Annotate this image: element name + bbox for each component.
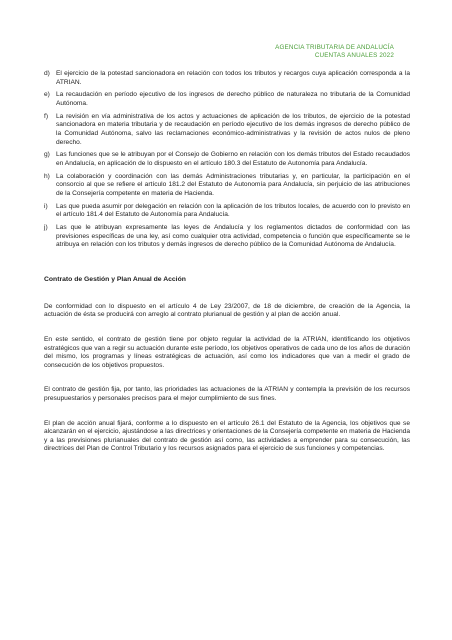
body-paragraph: El contrato de gestión fija, por tanto, las prioridades las actuaciones de la ATRIAN y contempla la previsión de los recursos presupuestarios y personales precisos para el mejor cumplimiento de sus fines. xyxy=(44,386,410,402)
list-item-text: Las que le atribuyan expresamente las leyes de Andalucía y los reglamentos dictados de conformidad con las previsiones específicas de una ley, así como cualquier otra actividad, competencia o función que específicamente se le atribuya en relación con los tributos y demás ingresos de derecho público de la Comunidad Autónoma de Andalucía. xyxy=(56,224,410,249)
list-item-letter: j) xyxy=(44,224,48,232)
list-item-i xyxy=(44,203,410,220)
section-title: Contrato de Gestión y Plan Anual de Acción xyxy=(44,275,186,283)
body-paragraph: De conformidad con lo dispuesto en el artículo 4 de Ley 23/2007, de 18 de diciembre, de creación de la Agencia, la actuación de ésta se producirá con arreglo al contrato plurianual de gestión y al plan de acción anual. xyxy=(44,302,410,319)
list-item-letter: f) xyxy=(44,112,49,120)
list-item-text: La colaboración y coordinación con las demás Administraciones tributarias y, en particular, la participación en el consorcio al que se refiere el artículo 181.2 del Estatuto de Autonomía para Andalucía, sin perjuicio de las atribuciones de la Consejería competente en materia de Hacienda. xyxy=(56,172,410,197)
list-item-h xyxy=(44,173,410,199)
header-agency-name: AGENCIA TRIBUTARIA DE ANDALUCÍA xyxy=(275,44,394,51)
header-report-title: CUENTAS ANUALES 2022 xyxy=(314,51,394,59)
list-item-d xyxy=(44,70,410,87)
list-item-j xyxy=(44,224,410,250)
list-item-g xyxy=(44,151,410,168)
list-item-text: Las que pueda asumir por delegación en relación con la aplicación de los tributos locales, de acuerdo con lo previsto en el artículo 181.4 del Estatuto de Autonomía para Andalucía. xyxy=(56,202,410,219)
list-item-text: El ejercicio de la potestad sancionadora en relación con todos los tributos y recargos cuya aplicación corresponda a la ATRIAN. xyxy=(56,70,410,86)
list-item-e xyxy=(44,91,410,108)
list-item-letter: e) xyxy=(44,91,50,99)
body-paragraph: El plan de acción anual fijará, conforme a lo dispuesto en el artículo 26.1 del Estatuto de la Agencia, los objetivos que se alcanzarán en el ejercicio, ajustándose a las directrices y orientaciones de la Consejería competente en materia de Hacienda y a las previsiones plurianuales del contrato de gestión así como, las actividades a emprender para su consecución, las directrices del Plan de Control Tributario y los recursos asignados para el ejercicio de sus funciones y competencias. xyxy=(44,419,410,453)
list-item-text: La recaudación en período ejecutivo de los ingresos de derecho público de naturaleza no tributaria de la Comunidad Autónoma. xyxy=(56,91,410,107)
list-item-letter: i) xyxy=(44,202,48,210)
list-item-text: Las funciones que se le atribuyan por el Consejo de Gobierno en relación con los demás tributos del Estado recaudados en Andalucía, en aplicación de lo dispuesto en el artículo 180.3 del Estatuto de Autonomía para Andalucía. xyxy=(56,151,410,167)
list-item-f xyxy=(44,113,410,147)
list-item-letter: d) xyxy=(44,70,50,77)
list-item-letter: h) xyxy=(44,172,50,180)
page-body xyxy=(44,70,410,470)
list-item-letter: g) xyxy=(44,151,50,159)
body-paragraph: En este sentido, el contrato de gestión tiene por objeto regular la actividad de la ATRIAN, identificando los objetivos estratégicos que van a regir su actuación durante este período, los objetivos operativos de cada uno de los años de duración del mismo, los programas y líneas estratégicas de actuación, así como los indicadores que van a medir el grado de consecución de los objetivos propuestos. xyxy=(44,336,410,369)
functions-list xyxy=(44,70,410,250)
list-item-text: La revisión en vía administrativa de los actos y actuaciones de aplicación de los tributos, de ejercicio de la potestad sancionadora en materia tributaria y de recaudación en período ejecutivo de los demás ingresos de derecho público de la Comunidad Autónoma, salvo las reclamaciones económico-administrativas y la revisión de actos nulos de pleno derecho. xyxy=(56,112,410,146)
document-header xyxy=(275,44,394,59)
